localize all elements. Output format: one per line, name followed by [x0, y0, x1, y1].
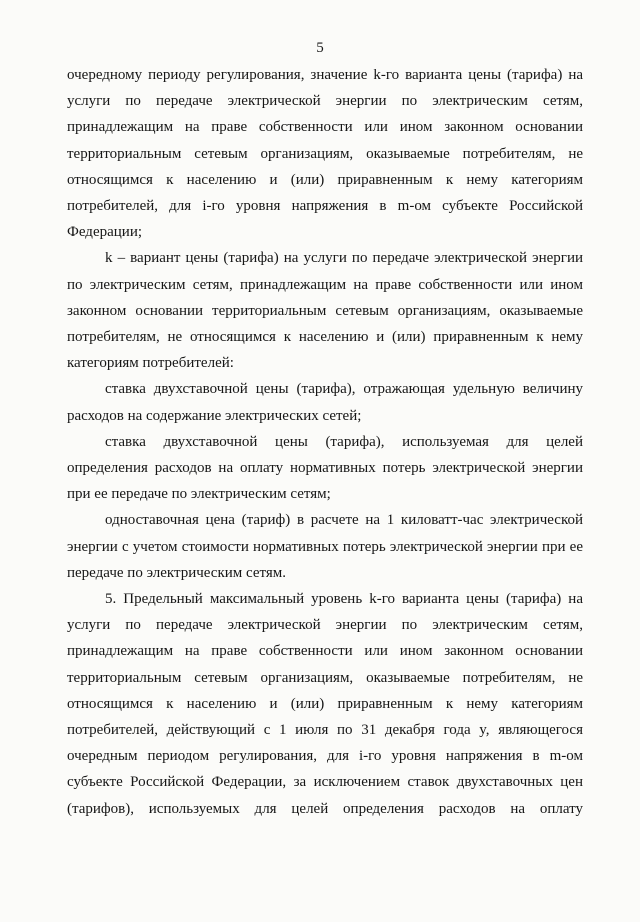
page-number: 5: [316, 40, 324, 56]
paragraph-rate-maintenance: ставка двухставочной цены (тарифа), отражающая удельную величину расходов на содержание электрических сетей;: [67, 381, 583, 424]
paragraph-continuation: очередному периоду регулирования, значение k-го варианта цены (тарифа) на услуги по передаче электрической энергии по электрическим сетям, принадлежащим на праве собственности или ином законном основании территориальным сетевым организациям, оказываемые потребителям, не относящимся к населению и (или) приравненным к нему категориям потребителей, для i-го уровня напряжения в m-ом субъекте Российской Федерации;: [67, 67, 583, 241]
paragraph-item-5: 5. Предельный максимальный уровень k-го варианта цены (тарифа) на услуги по передаче электрической энергии по электрическим сетям, принадлежащим на праве собственности или ином законном основании территориальным сетевым организациям, оказываемые потребителям, не относящимся к населению и (или) приравненным к нему категориям потребителей, действующий с 1 июля по 31 декабря года y, являющегося очередным периодом регулирования, для i-го уровня напряжения в m-ом субъекте Российской Федерации, за исключением ставок двухставочных цен (тарифов), используемых для целей определения расходов на оплату: [67, 591, 583, 817]
document-body: [67, 62, 583, 822]
paragraph-single-rate: одноставочная цена (тариф) в расчете на 1 киловатт-час электрической энергии с учетом стоимости нормативных потерь электрической энергии при ее передаче по электрическим сетям.: [67, 512, 583, 581]
paragraph-k-definition: k – вариант цены (тарифа) на услуги по передаче электрической энергии по электрическим сетям, принадлежащим на праве собственности или ином законном основании территориальным сетевым организациям, оказываемые потребителям, не относящимся к населению и (или) приравненным к нему категориям потребителей:: [67, 250, 583, 372]
paragraph-rate-losses: ставка двухставочной цены (тарифа), используемая для целей определения расходов на оплату нормативных потерь электрической энергии при ее передаче по электрическим сетям;: [67, 433, 583, 503]
